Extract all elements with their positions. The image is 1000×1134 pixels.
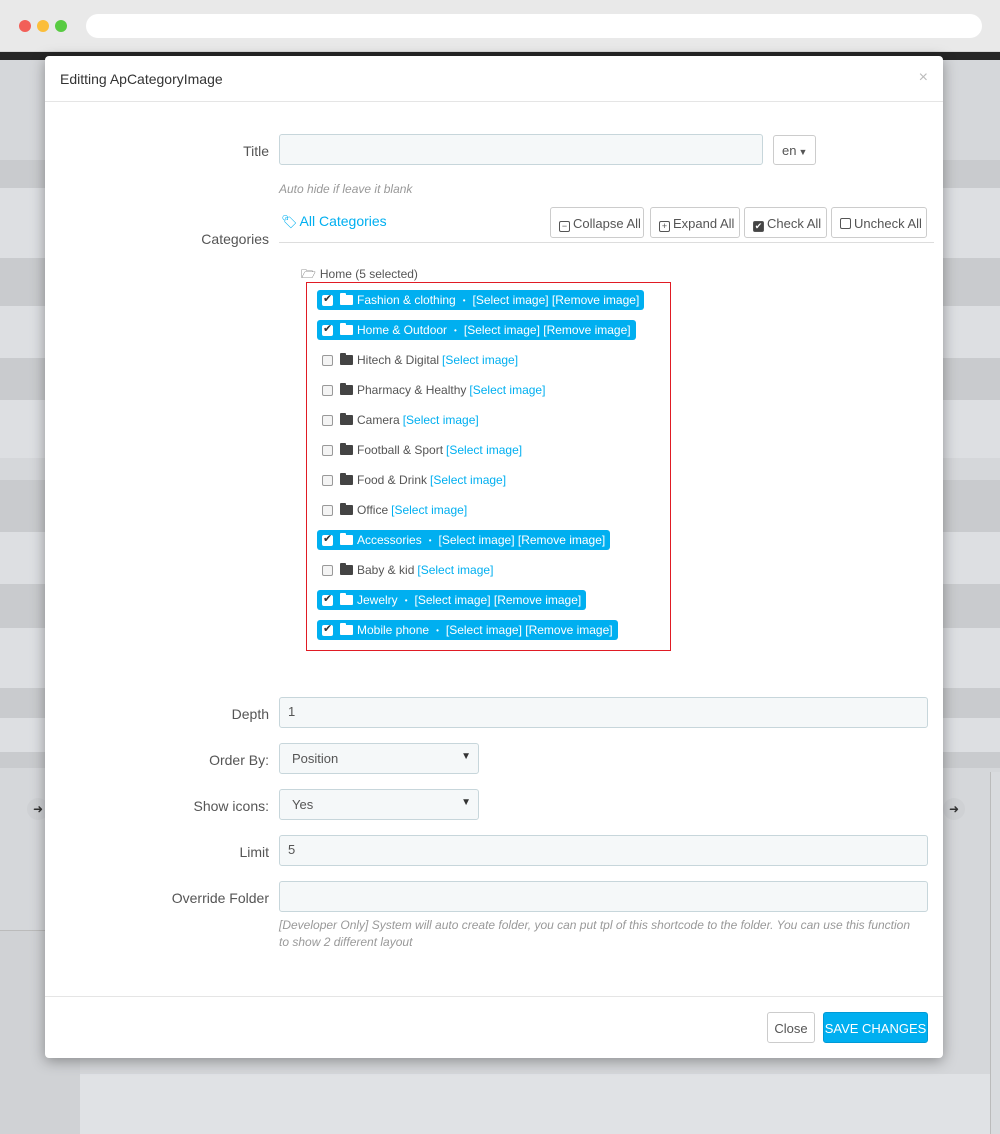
caret-down-icon: ▼ xyxy=(461,797,471,808)
uncheck-all-label: Uncheck All xyxy=(854,216,922,231)
category-checkbox[interactable] xyxy=(322,355,333,366)
category-name[interactable]: Fashion & clothing xyxy=(357,293,456,307)
folder-icon xyxy=(340,565,353,575)
image-indicator-dot: • xyxy=(436,625,439,635)
uncheck-all-button[interactable] xyxy=(831,207,927,238)
caret-down-icon: ▼ xyxy=(461,751,471,762)
folder-icon xyxy=(340,535,353,545)
collapse-icon: ➜ xyxy=(943,798,965,820)
show-icons-label: Show icons: xyxy=(193,798,269,814)
category-name[interactable]: Football & Sport xyxy=(357,443,444,457)
category-name[interactable]: Jewelry xyxy=(357,593,398,607)
category-checkbox[interactable] xyxy=(322,595,333,606)
category-item[interactable] xyxy=(317,380,550,400)
save-changes-button[interactable]: SAVE CHANGES xyxy=(823,1012,928,1043)
edit-modal xyxy=(45,56,943,1058)
select-remove-image-links[interactable]: [Select image] [Remove image] xyxy=(414,593,582,607)
image-indicator-dot: • xyxy=(428,535,432,545)
select-image-link[interactable]: [Select image] xyxy=(430,473,507,487)
category-checkbox[interactable] xyxy=(322,625,333,636)
category-item[interactable] xyxy=(317,530,610,550)
language-dropdown[interactable] xyxy=(773,135,816,165)
category-name[interactable]: Hitech & Digital xyxy=(357,353,440,367)
category-item[interactable] xyxy=(317,410,484,430)
language-value: en xyxy=(782,143,797,158)
expand-all-button[interactable] xyxy=(650,207,740,238)
select-image-link[interactable]: [Select image] xyxy=(446,443,523,457)
category-name[interactable]: Food & Drink xyxy=(357,473,428,487)
caret-down-icon: ▼ xyxy=(798,147,808,157)
tree-root-label: Home (5 selected) xyxy=(319,267,418,281)
category-tree xyxy=(306,282,671,651)
order-by-select[interactable] xyxy=(279,743,479,774)
category-name[interactable]: Baby & kid xyxy=(357,563,415,577)
category-name[interactable]: Camera xyxy=(357,413,400,427)
close-button[interactable]: Close xyxy=(767,1012,815,1043)
plus-square-icon: + xyxy=(659,221,670,232)
depth-input[interactable]: 1 xyxy=(279,697,928,728)
check-all-label: Check All xyxy=(767,216,822,231)
category-item[interactable] xyxy=(317,440,527,460)
image-indicator-dot: • xyxy=(462,295,466,305)
address-bar[interactable] xyxy=(86,14,982,38)
category-name[interactable]: Mobile phone xyxy=(357,623,430,637)
category-checkbox[interactable] xyxy=(322,565,333,576)
select-image-link[interactable]: [Select image] xyxy=(442,353,519,367)
folder-icon xyxy=(340,445,353,455)
all-categories-link[interactable] xyxy=(281,213,387,230)
title-label: Title xyxy=(243,143,269,159)
limit-label: Limit xyxy=(239,844,269,860)
check-all-button[interactable] xyxy=(744,207,827,238)
category-item[interactable] xyxy=(317,500,472,520)
category-item[interactable] xyxy=(317,620,618,640)
folder-icon xyxy=(340,325,353,335)
check-square-icon: ✔ xyxy=(754,221,763,231)
select-remove-image-links[interactable]: [Select image] [Remove image] xyxy=(463,323,631,337)
select-image-link[interactable]: [Select image] xyxy=(402,413,479,427)
category-item[interactable] xyxy=(317,560,498,580)
folder-icon xyxy=(340,415,353,425)
title-input[interactable] xyxy=(279,134,763,165)
categories-label: Categories xyxy=(201,231,269,247)
empty-square-icon xyxy=(840,218,851,229)
collapse-icon: ➜ xyxy=(27,798,49,820)
expand-all-label: Expand All xyxy=(673,216,735,231)
close-icon[interactable]: × xyxy=(918,69,928,86)
folder-open-icon: 🗁 xyxy=(301,267,316,281)
minus-square-icon: − xyxy=(559,221,570,232)
modal-header xyxy=(45,56,943,102)
order-by-value: Position xyxy=(292,751,339,766)
category-checkbox[interactable] xyxy=(322,535,333,546)
category-item[interactable] xyxy=(317,590,586,610)
category-item[interactable] xyxy=(317,290,644,310)
modal-title: Editting ApCategoryImage xyxy=(60,71,223,87)
window-close-dot[interactable] xyxy=(19,20,31,32)
category-checkbox[interactable] xyxy=(322,505,333,516)
folder-icon xyxy=(340,385,353,395)
footer-divider xyxy=(45,996,943,997)
window-maximize-dot[interactable] xyxy=(55,20,67,32)
category-item[interactable] xyxy=(317,470,511,490)
select-image-link[interactable]: [Select image] xyxy=(469,383,546,397)
select-remove-image-links[interactable]: [Select image] [Remove image] xyxy=(472,293,640,307)
image-indicator-dot: • xyxy=(404,595,408,605)
category-item[interactable] xyxy=(317,320,636,340)
category-checkbox[interactable] xyxy=(322,385,333,396)
browser-toolbar xyxy=(0,0,1000,52)
limit-input[interactable]: 5 xyxy=(279,835,928,866)
divider xyxy=(279,242,934,243)
category-name[interactable]: Pharmacy & Healthy xyxy=(357,383,467,397)
select-remove-image-links[interactable]: [Select image] [Remove image] xyxy=(438,533,606,547)
select-image-link[interactable]: [Select image] xyxy=(417,563,494,577)
show-icons-value: Yes xyxy=(292,797,314,812)
category-checkbox[interactable] xyxy=(322,415,333,426)
all-categories-label: All Categories xyxy=(299,213,387,229)
tag-icon: 🏷 xyxy=(281,214,298,229)
folder-icon xyxy=(340,625,353,635)
select-remove-image-links[interactable]: [Select image] [Remove image] xyxy=(445,623,613,637)
folder-icon xyxy=(340,475,353,485)
folder-icon xyxy=(340,295,353,305)
category-checkbox[interactable] xyxy=(322,445,333,456)
show-icons-select[interactable] xyxy=(279,789,479,820)
category-item[interactable] xyxy=(317,350,523,370)
collapse-all-button[interactable] xyxy=(550,207,644,238)
category-checkbox[interactable] xyxy=(322,475,333,486)
depth-label: Depth xyxy=(231,706,269,722)
folder-icon xyxy=(340,355,353,365)
title-help-text: Auto hide if leave it blank xyxy=(279,182,413,196)
override-help-text: [Developer Only] System will auto create folder, you can put tpl of this shortcode to the folder. You can use this function to show 2 different layout xyxy=(279,918,911,949)
category-name[interactable]: Office xyxy=(357,503,389,517)
order-by-label: Order By: xyxy=(209,752,269,768)
select-image-link[interactable]: [Select image] xyxy=(391,503,468,517)
override-folder-input[interactable] xyxy=(279,881,928,912)
collapse-all-label: Collapse All xyxy=(573,216,641,231)
folder-icon xyxy=(340,505,353,515)
category-checkbox[interactable] xyxy=(322,295,333,306)
category-name[interactable]: Home & Outdoor xyxy=(357,323,448,337)
category-name[interactable]: Accessories xyxy=(357,533,422,547)
category-checkbox[interactable] xyxy=(322,325,333,336)
window-minimize-dot[interactable] xyxy=(37,20,49,32)
override-folder-label: Override Folder xyxy=(171,890,269,906)
image-indicator-dot: • xyxy=(454,325,457,335)
folder-icon xyxy=(340,595,353,605)
